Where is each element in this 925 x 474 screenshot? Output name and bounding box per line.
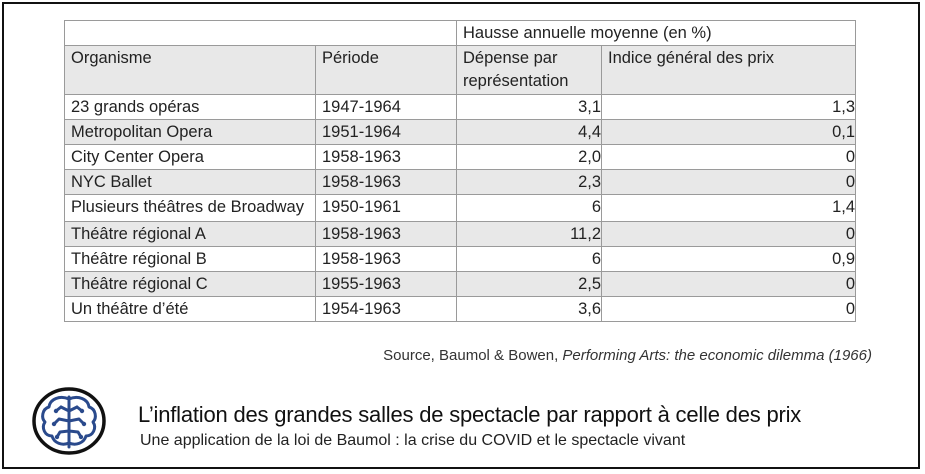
cell-indice: 0 [602,145,856,170]
cell-periode: 1958-1963 [316,170,457,195]
cell-indice: 0 [602,297,856,322]
table-row [65,247,856,272]
table-row [65,95,856,120]
header-depense: Dépense par représentation [457,46,602,95]
table-header-row [65,46,856,95]
cell-organisme: NYC Ballet [65,170,316,195]
cell-indice: 0 [602,170,856,195]
cell-organisme: Un théâtre d’été [65,297,316,322]
cell-indice: 1,4 [602,195,856,222]
slide-frame [2,2,920,469]
cell-depense: 6 [457,195,602,222]
cell-organisme: Plusieurs théâtres de Broadway [65,195,316,222]
cell-depense: 2,0 [457,145,602,170]
source-prefix: Source, Baumol & Bowen, [383,347,563,364]
cell-indice: 0 [602,222,856,247]
cell-periode: 1950-1961 [316,195,457,222]
table-row [65,120,856,145]
cell-depense: 6 [457,247,602,272]
cell-periode: 1947-1964 [316,95,457,120]
header-organisme: Organisme [65,46,316,95]
cell-periode: 1958-1963 [316,222,457,247]
cell-depense: 3,6 [457,297,602,322]
table-row [65,195,856,222]
source-citation [383,347,872,364]
cell-depense: 4,4 [457,120,602,145]
cell-indice: 1,3 [602,95,856,120]
cell-organisme: 23 grands opéras [65,95,316,120]
table-row [65,297,856,322]
table-row [65,170,856,195]
cell-periode: 1954-1963 [316,297,457,322]
cell-periode: 1958-1963 [316,145,457,170]
inflation-table [64,20,856,322]
cell-periode: 1955-1963 [316,272,457,297]
slide-subtitle: Une application de la loi de Baumol : la crise du COVID et le spectacle vivant [140,432,686,449]
cell-organisme: Théâtre régional A [65,222,316,247]
cell-depense: 11,2 [457,222,602,247]
cell-depense: 2,5 [457,272,602,297]
table-row [65,272,856,297]
table-row [65,222,856,247]
cell-organisme: Théâtre régional C [65,272,316,297]
cell-periode: 1951-1964 [316,120,457,145]
cell-depense: 2,3 [457,170,602,195]
cell-indice: 0,1 [602,120,856,145]
header-periode: Période [316,46,457,95]
cell-depense: 3,1 [457,95,602,120]
table-row [65,145,856,170]
cell-indice: 0 [602,272,856,297]
cell-organisme: Théâtre régional B [65,247,316,272]
cell-organisme: Metropolitan Opera [65,120,316,145]
source-work-title: Performing Arts: the economic dilemma (1966) [562,347,872,364]
empty-header-cell [65,21,457,46]
header-indice: Indice général des prix [602,46,856,95]
cell-periode: 1958-1963 [316,247,457,272]
cell-indice: 0,9 [602,247,856,272]
brain-icon [30,385,108,457]
cell-organisme: City Center Opera [65,145,316,170]
group-header-cell: Hausse annuelle moyenne (en %) [457,21,856,46]
table-group-header-row [65,21,856,46]
data-table-wrapper [64,20,855,322]
slide-title: L’inflation des grandes salles de spectacle par rapport à celle des prix [138,402,802,427]
